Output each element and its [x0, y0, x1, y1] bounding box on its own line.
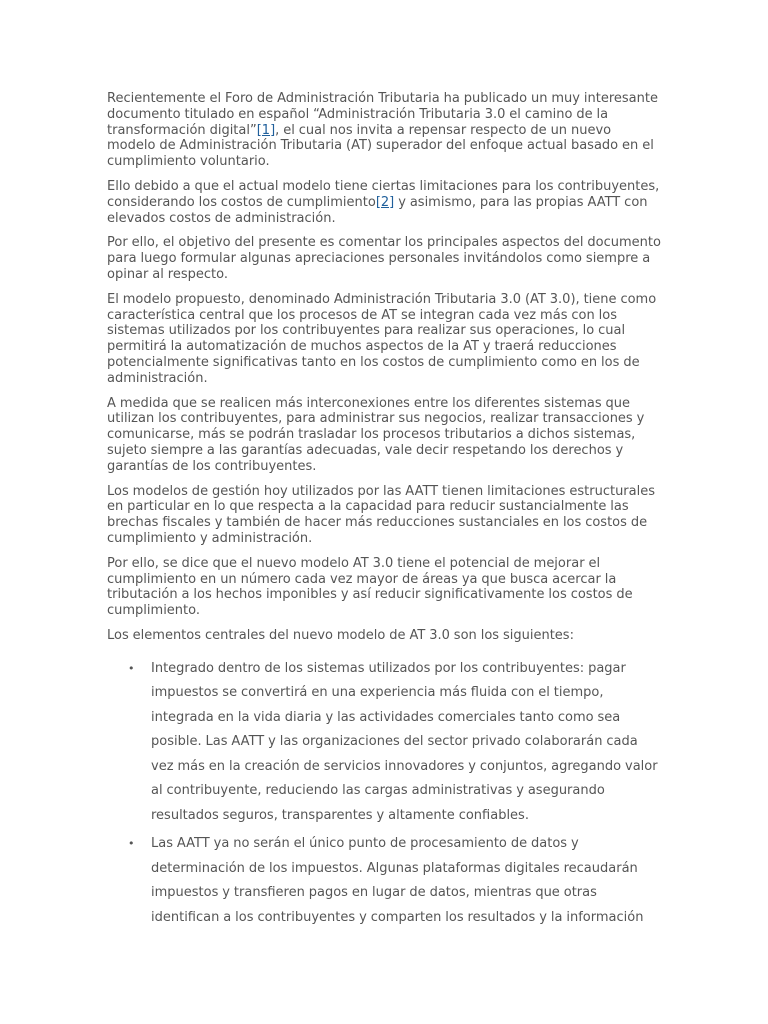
paragraph-6: Los modelos de gestión hoy utilizados por las AATT tienen limitaciones estructurales en particular en lo que respecta a la capacidad para reducir sustancialmente las brechas fiscales y también de hacer más reducciones sustanciales en los costos de cumplimiento y administración.: [107, 483, 655, 546]
bullet-icon: •: [128, 661, 135, 675]
list-item-text: Integrado dentro de los sistemas utilizados por los contribuyentes: pagar impuestos se convertirá en una experiencia más fluida con el tiempo, integrada en la vida diaria y las actividades comerciales tanto como sea posible. Las AATT y las organizaciones del sector privado colaborarán cada vez más en la creación de servicios innovadores y conjuntos, agregando valor al contribuyente, reduciendo las cargas administrativas y asegurando resultados seguros, transparentes y altamente confiables.: [151, 660, 658, 823]
paragraph-4: El modelo propuesto, denominado Administración Tributaria 3.0 (AT 3.0), tiene como característica central que los procesos de AT se integran cada vez más con los sistemas utilizados por los contribuyentes para realizar sus operaciones, lo cual permitirá la automatización de muchos aspectos de la AT y traerá reducciones potencialmente significativas tanto en los costos de cumplimiento como en los de administración.: [107, 291, 657, 386]
elements-list: [107, 657, 662, 931]
footnote-link-1[interactable]: [1]: [256, 122, 276, 138]
paragraph-3: Por ello, el objetivo del presente es comentar los principales aspectos del documento para luego formular algunas apreciaciones personales invitándolos como siempre a opinar al respecto.: [107, 235, 661, 282]
footnote-link-2[interactable]: [2]: [375, 194, 395, 210]
paragraph-1-text-cont: , el cual nos invita a repensar respecto de un nuevo modelo de Administración Tributaria (AT) superador del enfoque actual basado en el cumplimiento voluntario.: [107, 122, 654, 170]
paragraph-2: [107, 179, 662, 226]
list-item: [128, 832, 662, 930]
bullet-icon: •: [128, 837, 135, 851]
paragraph-1-text: Recientemente el Foro de Administración Tributaria ha publicado un muy interesante documento titulado en español “Administración Tributaria 3.0 el camino de la transformación digital”: [107, 91, 658, 138]
list-item: [128, 657, 662, 829]
document-body: [107, 91, 662, 934]
paragraph-2-text-cont: y asimismo, para las propias AATT con elevados costos de administración.: [107, 194, 648, 226]
paragraph-7: Por ello, se dice que el nuevo modelo AT 3.0 tiene el potencial de mejorar el cumplimiento en un número cada vez mayor de áreas ya que busca acercar la tributación a los hechos imponibles y así reducir significativamente los costos de cumplimiento.: [107, 555, 633, 619]
paragraph-1: [107, 91, 662, 170]
paragraph-8: Los elementos centrales del nuevo modelo de AT 3.0 son los siguientes:: [107, 627, 574, 643]
paragraph-5: A medida que se realicen más interconexiones entre los diferentes sistemas que utilizan los contribuyentes, para administrar sus negocios, realizar transacciones y comunicarse, más se podrán trasladar los procesos tributarios a dichos sistemas, sujeto siempre a las garantías adecuadas, vale decir respetando los derechos y garantías de los contribuyentes.: [107, 395, 645, 474]
paragraph-2-text: Ello debido a que el actual modelo tiene ciertas limitaciones para los contribuyentes, considerando los costos de cumplimiento: [107, 178, 660, 210]
list-item-text: Las AATT ya no serán el único punto de procesamiento de datos y determinación de los impuestos. Algunas plataformas digitales recaudarán impuestos y transfieren pagos en lugar de datos, mientras que otras identifican a los contribuyentes y comparten los resultados y la información: [151, 836, 644, 925]
